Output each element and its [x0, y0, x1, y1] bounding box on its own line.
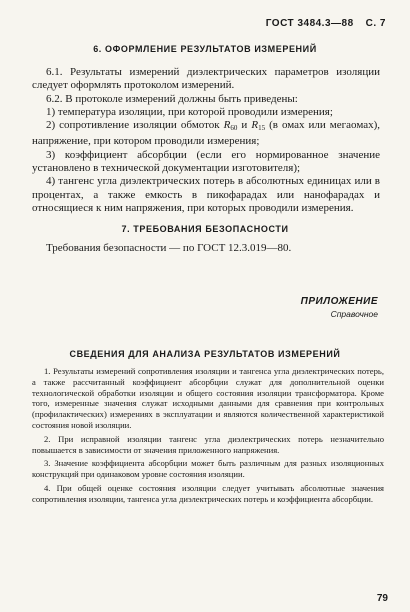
page-header: [266, 18, 386, 29]
info-section-title: СВЕДЕНИЯ ДЛЯ АНАЛИЗА РЕЗУЛЬТАТОВ ИЗМЕРЕНИЙ: [69, 349, 341, 359]
paragraph-7-1: Требования безопасности — по ГОСТ 12.3.019—80.: [46, 242, 292, 254]
list-item-1: 1) температура изоляции, при которой проводили измерения;: [46, 105, 333, 118]
standard-number: ГОСТ 3484.3—88: [265, 18, 354, 29]
info-paragraph-4: 4. При общей оценке состояния изоляции следует учитывать абсолютные значения сопротивления изоляции, тангенса угла диэлектрических потерь и коэффициента абсорбции.: [32, 482, 384, 504]
info-paragraph-1: 1. Результаты измерений сопротивления изоляции и тангенса угла диэлектрических потерь, а также рассчитанный коэффициент абсорбции служат для дополнительной оценки технологической обработки изоляции и общего состояния изоляции трансформатора. Кроме того, измеренные значения служат исходными данными для сравнения при контрольных (профилактических) измерениях в эксплуатации и являются количественной характеристикой состояния новой изоляции.: [32, 366, 384, 430]
paragraph-6-2: 6.2. В протоколе измерений должны быть приведены:: [46, 92, 298, 105]
paragraph-6-1: 6.1. Результаты измерений диэлектрических параметров изоляции следует оформлять протоколом измерений.: [32, 66, 380, 92]
section-6-title: 6. ОФОРМЛЕНИЕ РЕЗУЛЬТАТОВ ИЗМЕРЕНИЙ: [93, 44, 317, 54]
info-section-body: [32, 366, 384, 508]
appendix-title: ПРИЛОЖЕНИЕ: [300, 296, 378, 307]
section-7-title: 7. ТРЕБОВАНИЯ БЕЗОПАСНОСТИ: [121, 224, 289, 234]
footer-page-number: 79: [376, 593, 388, 604]
info-paragraph-3: 3. Значение коэффициента абсорбции может быть различным для разных изоляционных конструкций при одинаковом уровне состояния изоляции.: [32, 458, 384, 480]
list-item-3: 3) коэффициент абсорбции (если его нормированное значение установлено в технической документации изготовителя);: [32, 148, 380, 175]
appendix-subtitle: Справочное: [330, 309, 378, 319]
info-paragraph-2: 2. При исправной изоляции тангенс угла диэлектрических потерь незначительно повышается в зависимости от значения приложенного напряжения.: [32, 433, 384, 455]
section-7-body: [32, 242, 380, 255]
appendix-label: [301, 296, 378, 319]
list-item-4: 4) тангенс угла диэлектрических потерь в абсолютных единицах или в процентах, а также емкость в пикофарадах или нанофарадах и относящиеся к ним напряжения, при которых проводили измерения.: [32, 175, 380, 214]
header-page-number: С. 7: [365, 18, 386, 29]
section-6-body: [32, 66, 380, 215]
list-item-2: 2) сопротивление изоляции обмоток $R_{60}$ и $R_{15}$ (в омах или мегаомах), напряжение, при котором проводили измерения;: [32, 119, 381, 148]
